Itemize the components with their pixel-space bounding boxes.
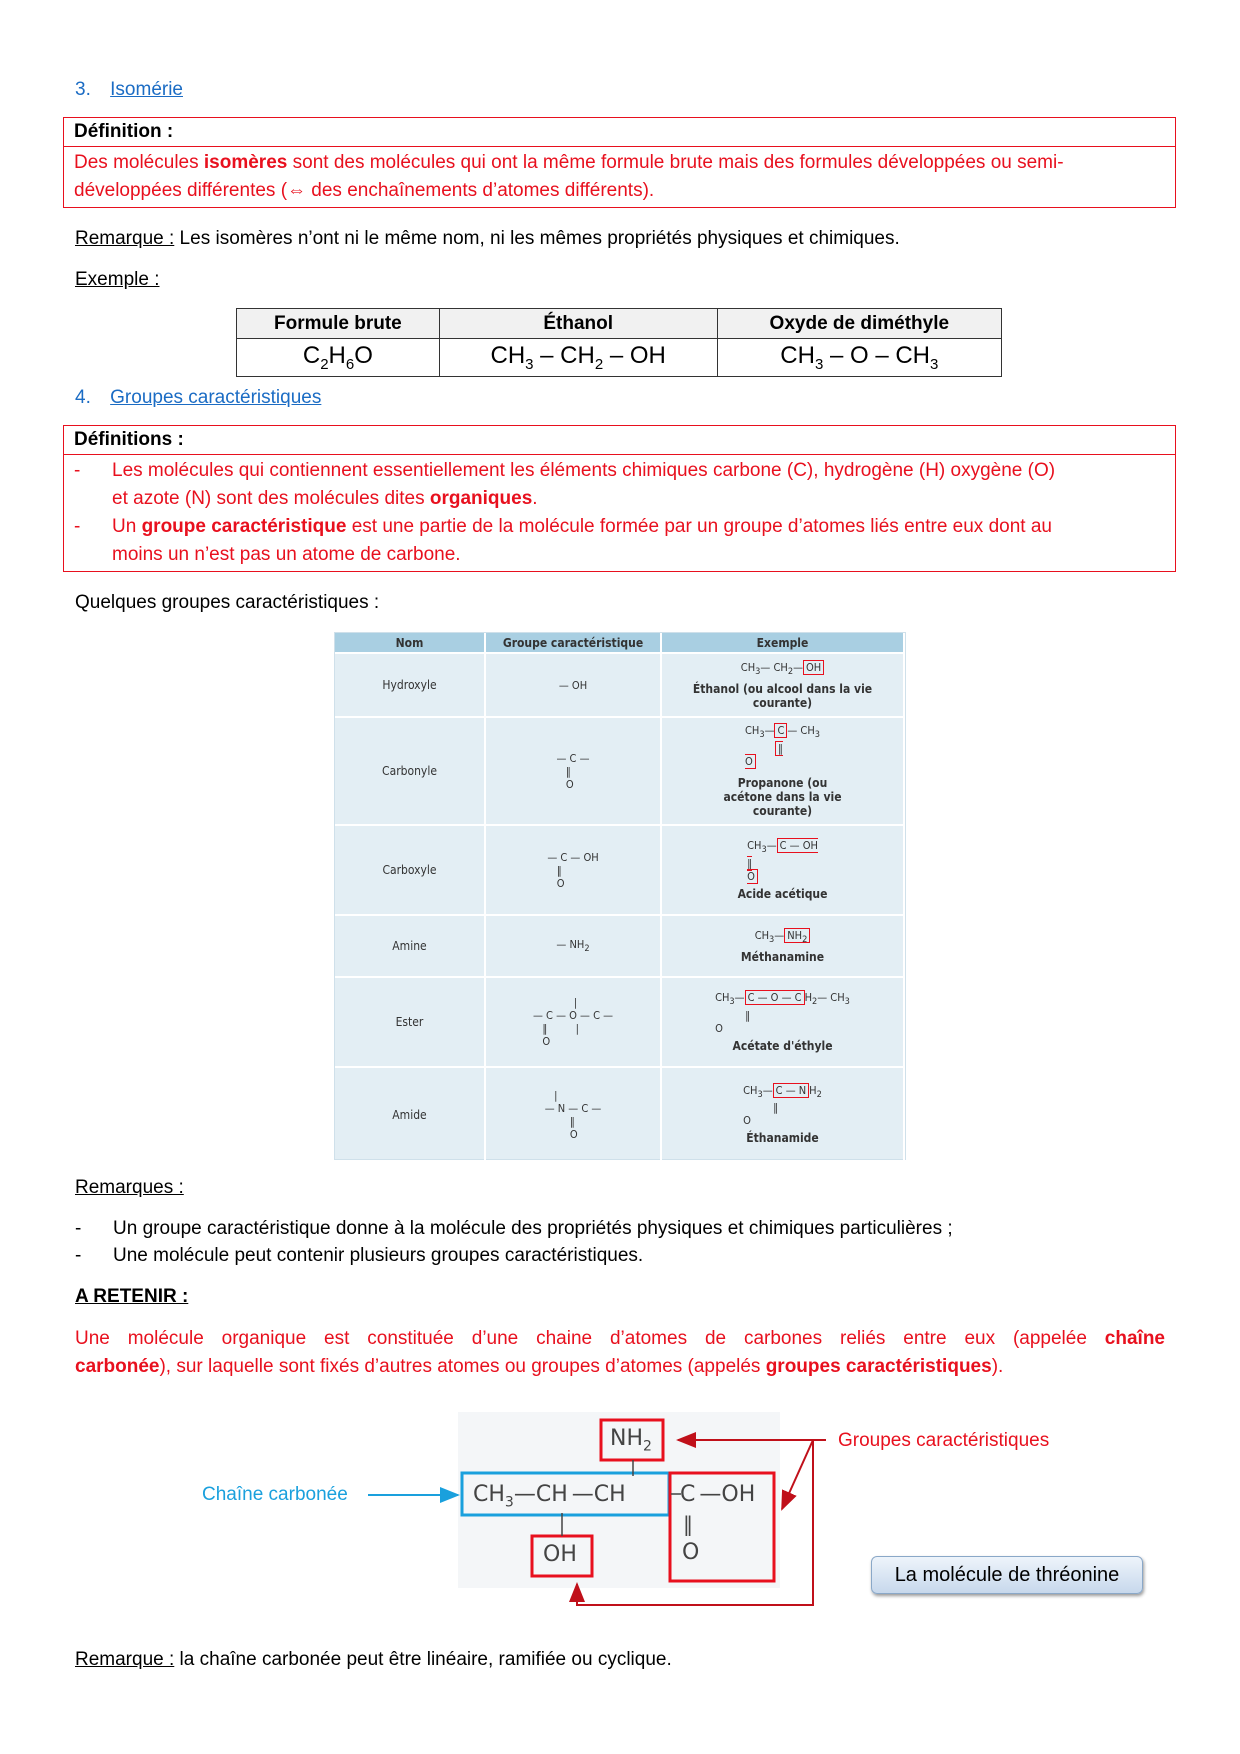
- group-example: $CH_3—$ $NH_2$ Méthanamine: [661, 915, 904, 977]
- example-name: Méthanamine: [740, 949, 825, 964]
- remarque-label: Remarque :: [75, 228, 175, 249]
- def-text: Des molécules: [74, 152, 204, 173]
- term-chaine: chaîne: [1104, 1328, 1165, 1349]
- retenir-text: ), sur laquelle sont fixés d’autres atomes ou groupes d’atomes (appelés: [159, 1356, 766, 1377]
- chain-formula: $CH_3—CH$ —CH: [473, 1482, 626, 1511]
- section-title: Groupes caractéristiques: [110, 387, 322, 408]
- group-example: $CH_3—$ C — $CH_3$ ‖ O Propanone (ou acétone dans la vie courante): [661, 717, 904, 825]
- nh2-formula: $NH_2$: [610, 1426, 652, 1455]
- remarque-final: [75, 1646, 672, 1674]
- oh-formula: OH: [543, 1542, 577, 1567]
- retenir-text: Une molécule organique est constituée d’une chaine d’atomes de carbones reliés entre eux (appelée: [75, 1328, 1105, 1349]
- term-isomeres: isomères: [203, 152, 288, 173]
- group-example: $CH_3—$ C — N $H_2$ ‖ O Éthanamide: [661, 1067, 904, 1161]
- groups-arrow-cooh: [782, 1440, 813, 1509]
- group-formula: — $NH_2$: [485, 915, 661, 977]
- group-name: Amine: [335, 915, 485, 977]
- remarque-text: Une molécule peut contenir plusieurs groupes caractéristiques.: [113, 1245, 644, 1266]
- term-organiques: organiques: [429, 488, 533, 509]
- group-formula: — OH: [485, 653, 661, 717]
- cooh-formula: C —OH: [680, 1482, 756, 1507]
- cell-ethanol: $CH_3 - CH_2$ – OH: [439, 339, 717, 377]
- list-dash: -: [75, 1218, 82, 1239]
- header-exemple: Exemple: [661, 633, 904, 653]
- group-example: $CH_3—$ $CH_2—$ OH Éthanol (ou alcool dans la vie courante): [661, 653, 904, 717]
- group-name: Ester: [335, 977, 485, 1067]
- header-formule-brute: Formule brute: [237, 309, 440, 339]
- example-name: Acétate d'éthyle: [732, 1038, 833, 1053]
- chaine-carbonee-label: Chaîne carbonée: [202, 1484, 348, 1505]
- groupes-caracteristiques-label: Groupes caractéristiques: [838, 1430, 1050, 1451]
- section-number: 3.: [75, 79, 91, 100]
- section-title: Isomérie: [110, 79, 183, 100]
- example-name: Acide acétique: [737, 886, 828, 901]
- threonine-label-button: La molécule de thréonine: [871, 1556, 1143, 1594]
- cell-oxyde: $CH_3$ – O – $CH_3$: [717, 339, 1001, 377]
- group-formula: | — C — O — C — ‖ | O: [485, 977, 661, 1067]
- header-groupe: Groupe caractéristique: [485, 633, 661, 653]
- header-nom: Nom: [335, 633, 485, 653]
- exemple-label: Exemple :: [75, 269, 160, 290]
- remarques-label: Remarques :: [75, 1177, 184, 1198]
- group-example: $CH_3—$ C — OH ‖ O Acide acétique: [661, 825, 904, 915]
- section-number: 4.: [75, 387, 91, 408]
- def-text: sont des molécules qui ont la même formule brute mais des formules développées ou semi-: [287, 152, 1064, 173]
- def-text: Un: [112, 516, 142, 537]
- header-oxyde: Oxyde de diméthyle: [717, 309, 1001, 339]
- group-formula: — C — OH ‖ O: [485, 825, 661, 915]
- term-groupes-caracteristiques: groupes caractéristiques: [765, 1356, 992, 1377]
- term-carbonee: carbonée: [75, 1356, 160, 1377]
- example-name: Propanone (ou acétone dans la vie courante): [723, 775, 842, 818]
- group-name: Amide: [335, 1067, 485, 1161]
- quelques-groupes-text: Quelques groupes caractéristiques :: [75, 592, 380, 613]
- cell-formule-brute: $C_2H_6O$: [237, 339, 440, 377]
- list-dash: -: [74, 460, 81, 481]
- def-text: .: [532, 488, 538, 509]
- example-name: Éthanamide: [746, 1131, 819, 1146]
- term-groupe-caracteristique: groupe caractéristique: [141, 516, 347, 537]
- list-dash: -: [74, 516, 81, 537]
- group-formula: — C — ‖ O: [485, 717, 661, 825]
- def-text: est une partie de la molécule formée par un groupe d’atomes liés entre eux dont au: [346, 516, 1052, 537]
- oxygen-atom: O: [682, 1540, 700, 1565]
- example-name: Éthanol (ou alcool dans la vie courante): [692, 681, 873, 710]
- remarque-label: Remarque :: [75, 1649, 175, 1670]
- def-item1-line1: Les molécules qui contiennent essentiellement les éléments chimiques carbone (C), hydrogène (H) oxygène (O): [112, 460, 1056, 481]
- remarque-text: Un groupe caractéristique donne à la molécule des propriétés physiques et chimiques particulières ;: [113, 1218, 953, 1239]
- group-formula: | — N — C — ‖ O: [485, 1067, 661, 1161]
- a-retenir-label: A RETENIR :: [75, 1286, 189, 1307]
- header-ethanol: Éthanol: [439, 309, 717, 339]
- double-bond: ‖: [683, 1512, 693, 1536]
- def-text: et azote (N) sont des molécules dites: [112, 488, 430, 509]
- def-item2-line2: moins un n’est pas un atome de carbone.: [112, 544, 461, 565]
- definitions-heading: Définitions :: [64, 426, 1175, 455]
- remarque-text: la chaîne carbonée peut être linéaire, ramifiée ou cyclique.: [174, 1649, 672, 1670]
- group-name: Hydroxyle: [335, 653, 485, 717]
- list-dash: -: [75, 1245, 82, 1266]
- group-name: Carbonyle: [335, 717, 485, 825]
- retenir-text: ).: [991, 1356, 1004, 1377]
- remarque-text: Les isomères n’ont ni le même nom, ni les mêmes propriétés physiques et chimiques.: [174, 228, 900, 249]
- group-example: $CH_3—$ C — O — C $H_2—$ $CH_3$ ‖ O Acétate d'éthyle: [661, 977, 904, 1067]
- group-name: Carboxyle: [335, 825, 485, 915]
- def-text-line2: développées différentes (⇔ des enchaînements d’atomes différents).: [74, 180, 655, 201]
- definition-heading: Définition :: [64, 118, 1175, 147]
